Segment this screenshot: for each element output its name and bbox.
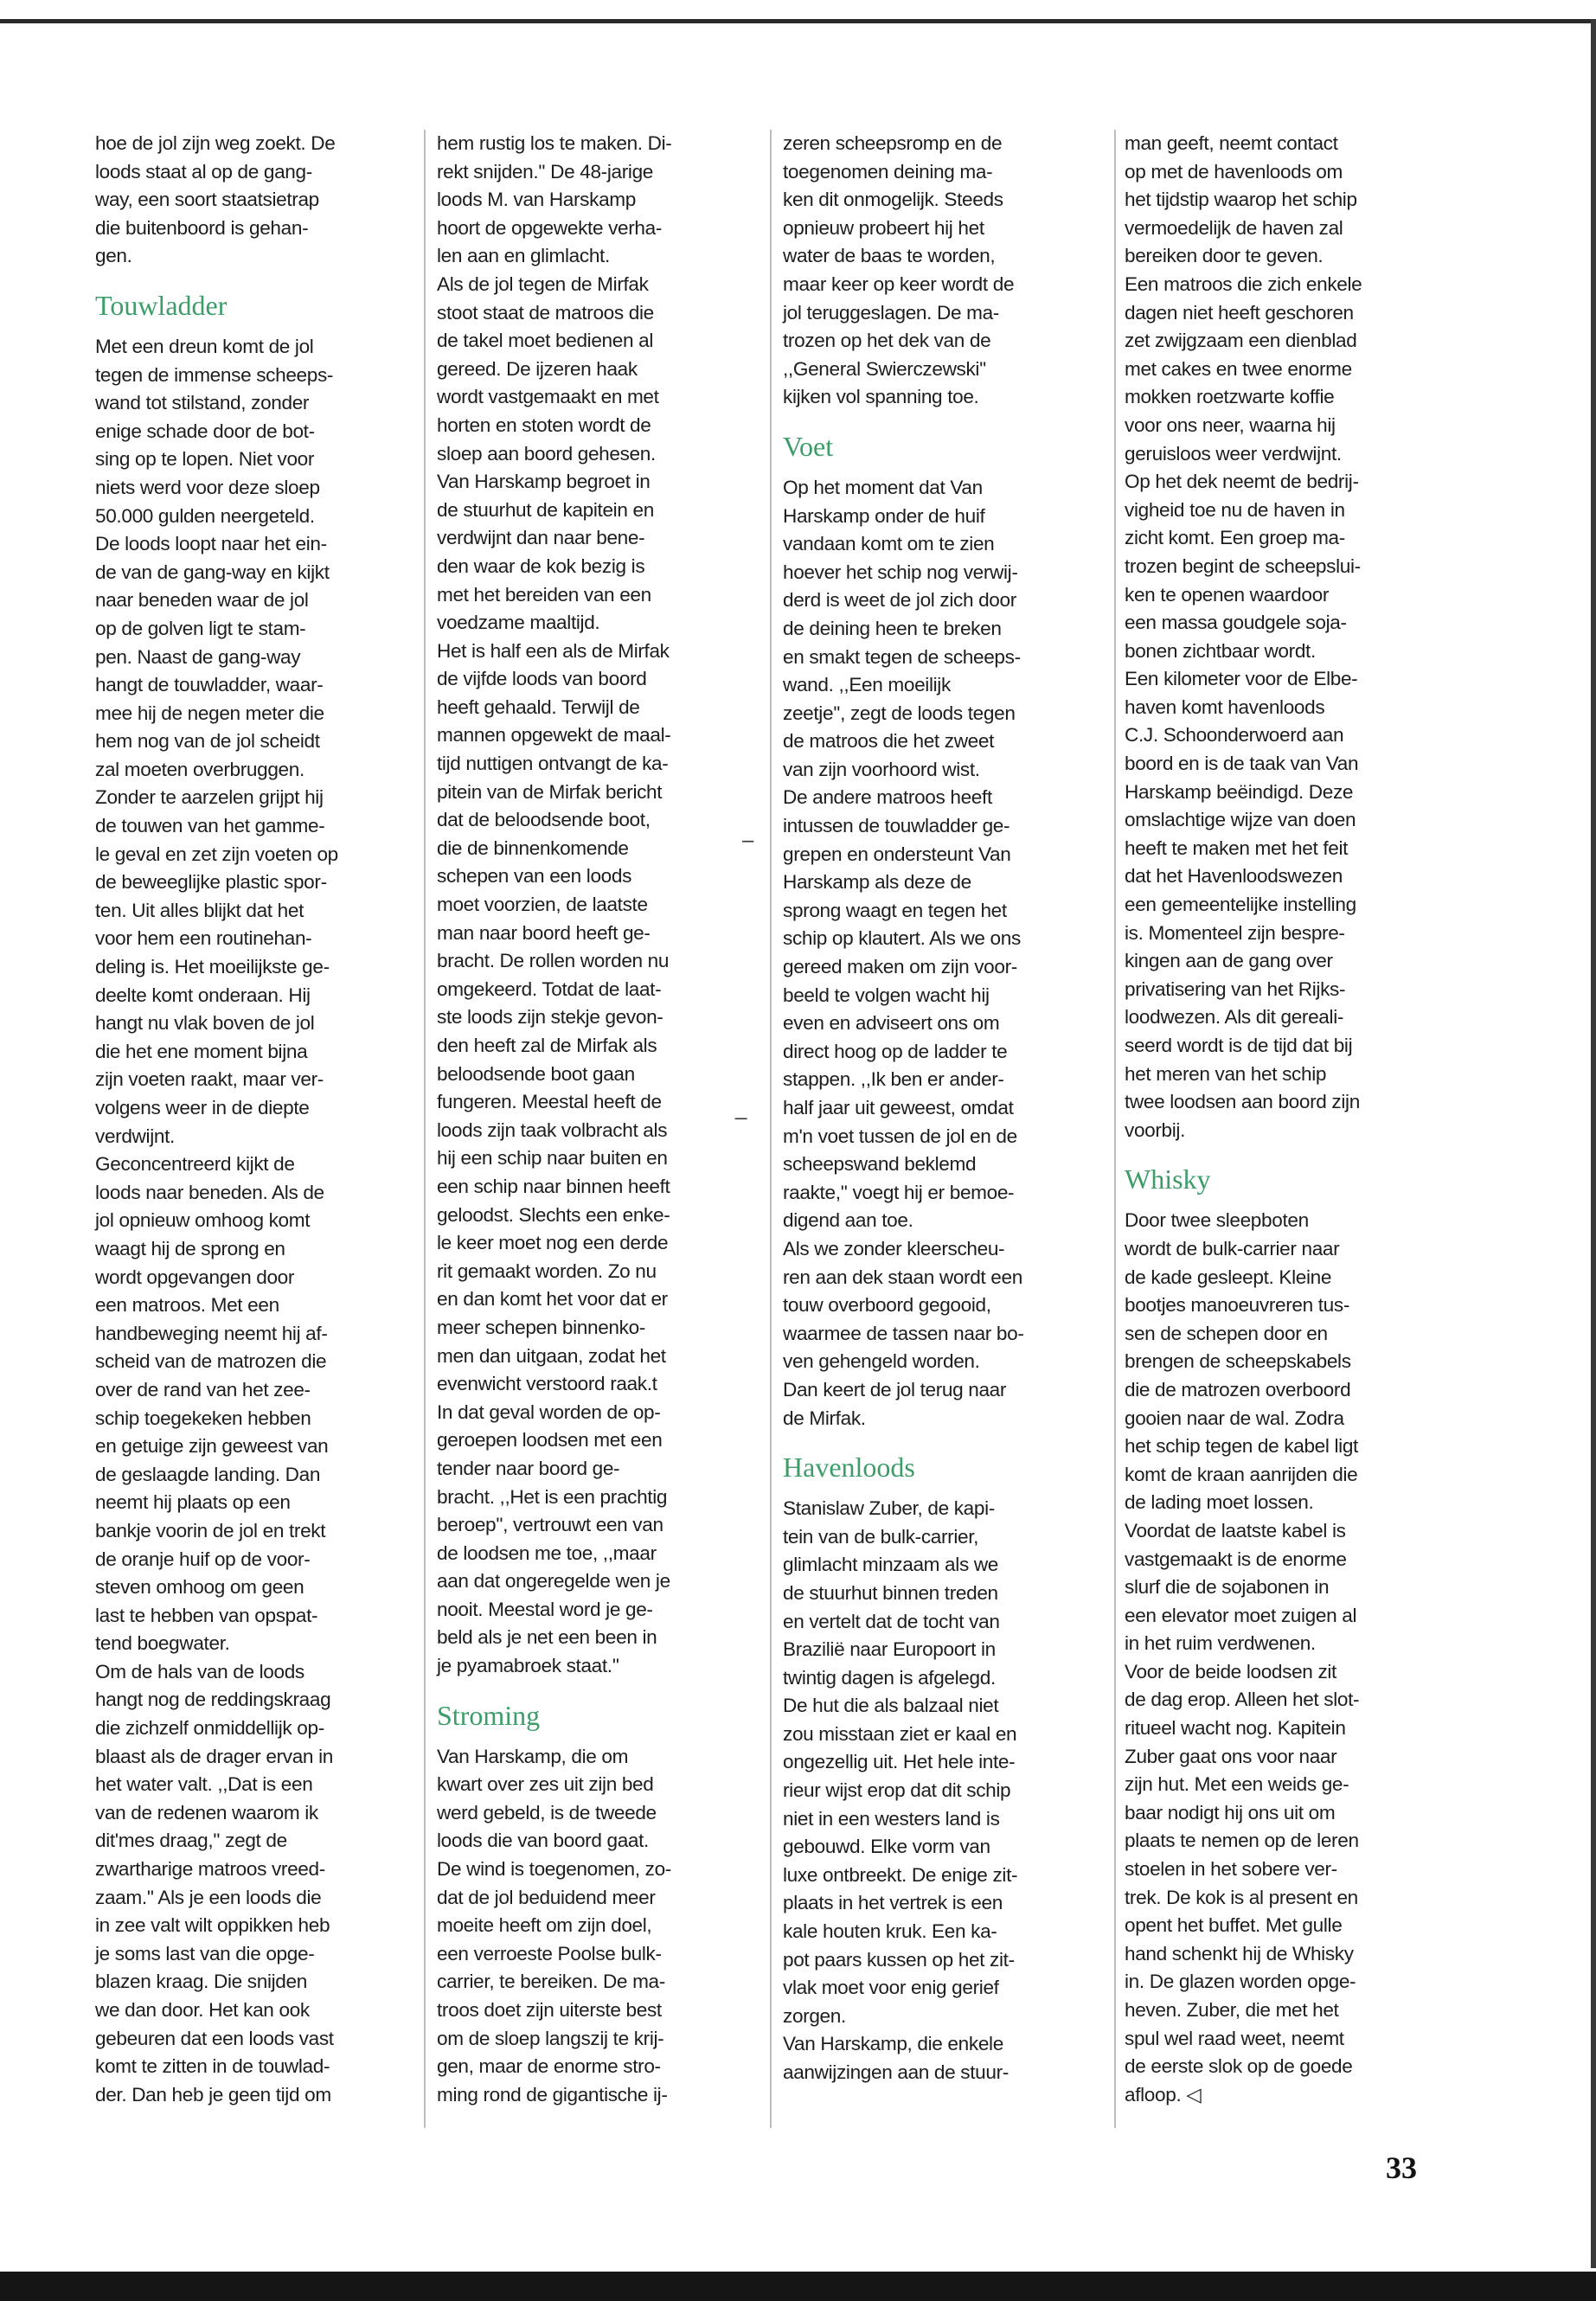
subheading-whisky: Whisky	[1125, 1163, 1211, 1195]
paragraph: hoe de jol zijn weg zoekt. De loods staat al op de gang- way, een soort staatsietrap die buitenboord is gehan- gen.	[95, 132, 336, 267]
article-columns	[95, 130, 1479, 2128]
paragraph: Stanislaw Zuber, de kapi- tein van de bulk-carrier, glimlacht minzaam als we de stuurhut binnen treden en vertelt dat de tocht van Brazilië naar Europoort in twintig dagen is afgelegd. De hut die als balzaal niet zou misstaan ziet er kaal en ongezellig uit. Het hele inte- rieur wijst erop dat dit schip niet in een westers land is gebouwd. Elke vorm van luxe ontbreekt. De enige zit- plaats in het vertrek is een kale houten kruk. Een ka- pot paars kussen op het zit- vlak moet voor enig gerief zorgen. Van Harskamp, die enkele aanwijzingen aan de stuur-	[783, 1497, 1018, 2083]
margin-dash-mark: _	[735, 1097, 747, 1120]
paragraph: hem rustig los te maken. Di- rekt snijden.'' De 48-jarige loods M. van Harskamp hoort de opgewekte verha- len aan en glimlacht. Als de jol tegen de Mirfak stoot staat de matroos die de takel moet bedienen al gereed. De ijzeren haak wordt vastgemaakt en met horten en stoten wordt de sloep aan boord gehesen. Van Harskamp begroet in de stuurhut de kapitein en verdwijnt dan naar bene- den waar de kok bezig is met het bereiden van een voedzame maaltijd. Het is half een als de Mirfak de vijfde loods van boord heeft gehaald. Terwijl de mannen opgewekt de maal- tijd nuttigen ontvangt de ka- pitein van de Mirfak bericht dat de beloodsende boot, die de binnenkomende schepen van een loods moet voorzien, de laatste man naar boord heeft ge- bracht. De rollen worden nu omgekeerd. Totdat de laat- ste loods zijn stekje gevon- den heeft zal de Mirfak als beloodsende boot gaan fungeren. Meestal heeft de loods zijn taak volbracht als hij een schip naar buiten en een schip naar binnen heeft geloodst. Slechts een enke- le keer moet nog een derde rit gemaakt worden. Zo nu en dan komt het voor dat er meer schepen binnenko- men dan uitgaan, zodat het evenwicht verstoord raak.t In dat geval worden de op- geroepen loodsen met een tender naar boord ge- bracht. ,,Het is een prachtig beroep'', vertrouwt een van de loodsen me toe, ,,maar aan dat ongeregelde wen je nooit. Meestal word je ge- beld als je net een been in je pyamabroek staat.''	[437, 132, 672, 1677]
paragraph: Van Harskamp, die om kwart over zes uit zijn bed werd gebeld, is de tweede loods die van boord gaat. De wind is toegenomen, zo- dat de jol beduidend meer moeite heeft om zijn doel, een verroeste Poolse bulk- carrier, te bereiken. De ma- troos doet zijn uiterste best om de sloep langszij te krij- gen, maar de enorme stro- ming rond de gigantische ij-	[437, 1745, 671, 2106]
paragraph: Op het moment dat Van Harskamp onder de huif vandaan komt om te zien hoever het schip nog verwij- derd is weet de jol zich door de deining heen te breken en smakt tegen de scheeps- wand. ,,Een moeilijk zeetje'', zegt de loods tegen de matroos die het zweet van zijn voorhoord wist. De andere matroos heeft intussen de touwladder ge- grepen en ondersteunt Van Harskamp als deze de sprong waagt en tegen het schip op klautert. Als we ons gereed maken om zijn voor- beeld te volgen wacht hij even en adviseert ons om direct hoog op de ladder te stappen. ,,Ik ben er ander- half jaar uit geweest, omdat m'n voet tussen de jol en de scheepswand beklemd raakte,'' voegt hij er bemoe- digend aan toe. Als we zonder kleerscheu- ren aan dek staan wordt een touw overboord gegooid, waarmee de tassen naar bo- ven gehengeld worden. Dan keert de jol terug naar de Mirfak.	[783, 476, 1024, 1429]
paragraph: Door twee sleepboten wordt de bulk-carrier naar de kade gesleept. Kleine bootjes manoeuvreren tus- sen de schepen door en brengen de scheepskabels die de matrozen overboord gooien naar de wal. Zodra het schip tegen de kabel ligt komt de kraan aanrijden die de lading moet lossen. Voordat de laatste kabel is vastgemaakt is de enorme slurf die de sojabonen in een elevator moet zuigen al in het ruim verdwenen. Voor de beide loodsen zit de dag erop. Alleen het slot- ritueel wacht nog. Kapitein Zuber gaat ons voor naar zijn hut. Met een weids ge- baar nodigt hij ons uit om plaats te nemen op de leren stoelen in het sobere ver- trek. De kok is al present en opent het buffet. Met gulle hand schenkt hij de Whisky in. De glazen worden opge- heven. Zuber, die met het spul wel raad weet, neemt de eerste slok op de goede afloop. ◁	[1125, 1209, 1360, 2106]
paragraph: man geeft, neemt contact op met de havenloods om het tijdstip waarop het schip vermoedelijk de haven zal bereiken door te geven. Een matroos die zich enkele dagen niet heeft geschoren zet zwijgzaam een dienblad met cakes en twee enorme mokken roetzwarte koffie voor ons neer, waarna hij geruisloos weer verdwijnt. Op het dek neemt de bedrij- vigheid toe nu de haven in zicht komt. Een groep ma- trozen begint de scheepslui- ken te openen waardoor een massa goudgele soja- bonen zichtbaar wordt. Een kilometer voor de Elbe- haven komt havenloods C.J. Schoonderwoerd aan boord en is de taak van Van Harskamp beëindigd. Deze omslachtige wijze van doen heeft te maken met het feit dat het Havenloodswezen een gemeentelijke instelling is. Momenteel zijn bespre- kingen aan de gang over privatisering van het Rijks- loodwezen. Als dit gereali- seerd wordt is de tijd dat bij het meren van het schip twee loodsen aan boord zijn voorbij.	[1125, 132, 1362, 1141]
subheading-havenloods: Havenloods	[783, 1452, 915, 1484]
margin-dash-mark: –	[742, 829, 754, 852]
paragraph: zeren scheepsromp en de toegenomen deining ma- ken dit onmogelijk. Steeds opnieuw probeert hij het water de baas te worden, maar keer op keer wordt de jol teruggeslagen. De ma- trozen op het dek van de ,,General Swierczewski'' kijken vol spanning toe.	[783, 132, 1015, 408]
article-column-3	[783, 130, 1094, 2137]
article-column-1	[95, 130, 407, 2137]
paragraph: Met een dreun komt de jol tegen de immense scheeps- wand tot stilstand, zonder enige schade door de bot- sing op te lopen. Niet voor niets werd voor deze sloep 50.000 gulden neergeteld. De loods loopt naar het ein- de van de gang-way en kijkt naar beneden waar de jol op de golven ligt te stam- pen. Naast de gang-way hangt de touwladder, waar- mee hij de negen meter die hem nog van de jol scheidt zal moeten overbruggen. Zonder te aarzelen grijpt hij de touwen van het gamme- le geval en zet zijn voeten op de beweeglijke plastic spor- ten. Uit alles blijkt dat het voor hem een routinehan- deling is. Het moeilijkste ge- deelte komt onderaan. Hij hangt nu vlak boven de jol die het ene moment bijna zijn voeten raakt, maar ver- volgens weer in de diepte verdwijnt. Geconcentreerd kijkt de loods naar beneden. Als de jol opnieuw omhoog komt waagt hij de sprong en wordt opgevangen door een matroos. Met een handbeweging neemt hij af- scheid van de matrozen die over de rand van het zee- schip toegekeken hebben en getuige zijn geweest van de geslaagde landing. Dan neemt hij plaats op een bankje voorin de jol en trekt de oranje huif op de voor- steven omhoog om geen last te hebben van opspat- tend boegwater. Om de hals van de loods hangt nog de reddingskraag die zichzelf onmiddellijk op- blaast als de drager ervan in het water valt. ,,Dat is een van de redenen waarom ik dit'mes draag,'' zegt de zwartharige matroos vreed- zaam.'' Als je een loods die in zee valt wilt oppikken heb je soms last van die opge- blazen kraag. Die snijden we dan door. Het kan ook gebeuren dat een loods vast komt te zitten in de touwlad- der. Dan heb je geen tijd om	[95, 335, 338, 2106]
page-number: 33	[1386, 2150, 1417, 2185]
article-column-4	[1125, 130, 1436, 2137]
top-rule	[0, 19, 1596, 23]
subheading-touwladder: Touwladder	[95, 289, 228, 321]
subheading-voet: Voet	[783, 430, 834, 462]
right-edge-rule	[1591, 19, 1596, 2268]
subheading-stroming: Stroming	[437, 1699, 541, 1731]
bottom-scan-band	[0, 2272, 1596, 2301]
article-column-2	[437, 130, 748, 2137]
